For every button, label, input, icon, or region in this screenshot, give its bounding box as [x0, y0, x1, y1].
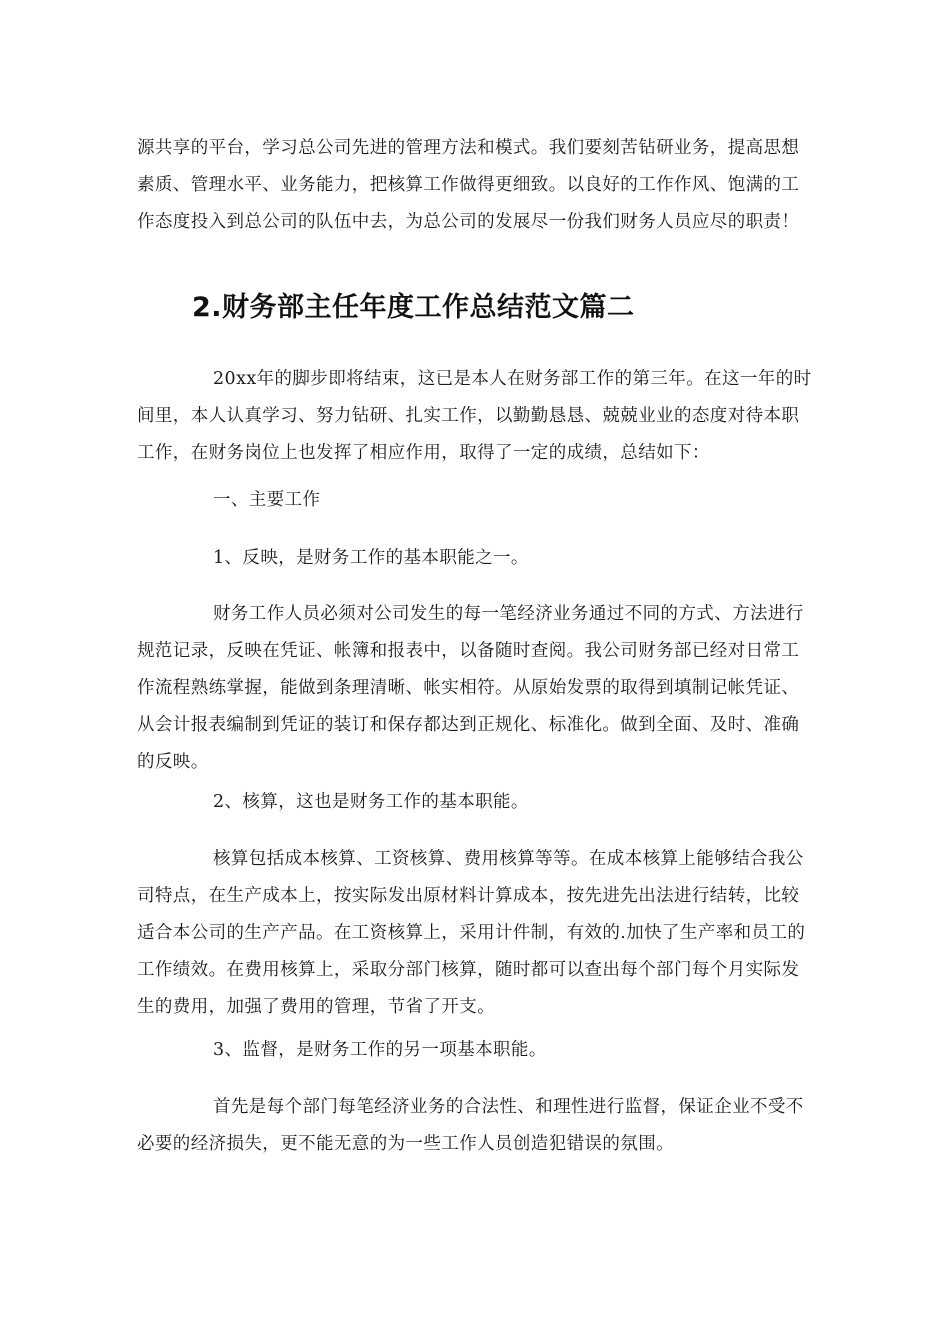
paragraph-reflect: 财务工作人员必须对公司发生的每一笔经济业务通过不同的方式、方法进行规范记录，反映在凭证、帐簿和报表中，以备随时查阅。我公司财务部已经对日常工作流程熟练掌握，能做到条理清晰、帐实相符。从原始发票的取得到填制记帐凭证、从会计报表编制到凭证的装订和保存都达到正规化、标准化。做到全面、及时、准确的反映。: [137, 604, 804, 772]
subheading-main-work: 一、主要工作: [213, 490, 321, 510]
item-heading-reflect: 1、反映，是财务工作的基本职能之一。: [213, 548, 529, 568]
paragraph-opening: 20xx年的脚步即将结束，这已是本人在财务部工作的第三年。在这一年的时间里，本人认真学习、努力钻研、扎实工作，以勤勤恳恳、兢兢业业的态度对待本职工作，在财务岗位上也发挥了相应作用，取得了一定的成绩，总结如下：: [137, 369, 812, 463]
intro-paragraph: 源共享的平台，学习总公司先进的管理方法和模式。我们要刻苦钻研业务，提高思想素质、管理水平、业务能力，把核算工作做得更细致。以良好的工作作风、饱满的工作态度投入到总公司的队伍中去，为总公司的发展尽一份我们财务人员应尽的职责！: [137, 138, 800, 232]
item-heading-supervision: 3、监督，是财务工作的另一项基本职能。: [213, 1040, 547, 1060]
section-heading: 2.财务部主任年度工作总结范文篇二: [192, 292, 635, 323]
item-heading-accounting: 2、核算，这也是财务工作的基本职能。: [213, 792, 529, 812]
paragraph-supervision: 首先是每个部门每笔经济业务的合法性、和理性进行监督，保证企业不受不必要的经济损失，更不能无意的为一些工作人员创造犯错误的氛围。: [137, 1097, 804, 1154]
paragraph-accounting: 核算包括成本核算、工资核算、费用核算等等。在成本核算上能够结合我公司特点，在生产成本上，按实际发出原材料计算成本，按先进先出法进行结转，比较适合本公司的生产产品。在工资核算上，采用计件制，有效的.加快了生产率和员工的工作绩效。在费用核算上，采取分部门核算，随时都可以查出每个部门每个月实际发生的费用，加强了费用的管理，节省了开支。: [137, 849, 806, 1017]
